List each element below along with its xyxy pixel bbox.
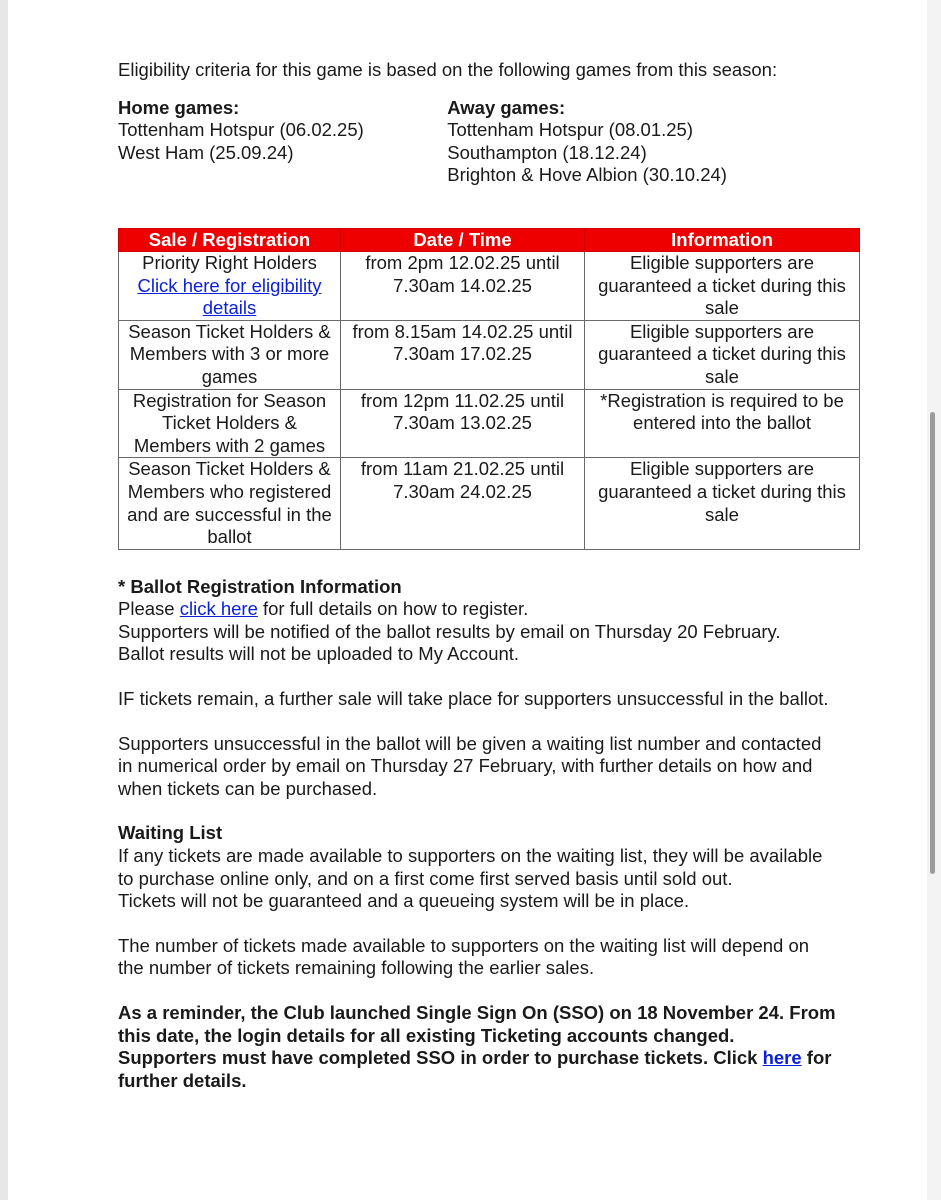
table-row (119, 251, 860, 320)
ballot-register-post: for full details on how to register. (257, 598, 529, 620)
table-row (119, 389, 860, 458)
ballot-heading: * Ballot Registration Information (118, 575, 402, 597)
info-cell: Eligible supporters are guaranteed a ticket during this sale (585, 458, 860, 549)
info-cell: *Registration is required to be entered into the ballot (585, 389, 860, 458)
sso-here-link[interactable]: here (762, 1047, 802, 1069)
sale-cell-text: Priority Right Holders (142, 251, 317, 273)
header-date-time: Date / Time (341, 228, 585, 251)
sso-reminder-post: for further details. (118, 1047, 832, 1091)
scrollbar-thumb[interactable] (930, 412, 935, 874)
away-games-heading: Away games: (447, 96, 566, 118)
sale-cell: Season Ticket Holders & Members with 3 or more games (119, 320, 341, 389)
sale-cell: Season Ticket Holders & Members who registered and are successful in the ballot (119, 458, 341, 549)
date-cell: from 2pm 12.02.25 until 7.30am 14.02.25 (341, 251, 585, 320)
ballot-register-pre: Please (118, 598, 180, 620)
header-sale-registration: Sale / Registration (119, 228, 341, 251)
sso-reminder (118, 1002, 838, 1092)
info-cell: Eligible supporters are guaranteed a ticket during this sale (585, 251, 860, 320)
waiting-list-queue-text: Tickets will not be guaranteed and a queueing system will be in place. (118, 890, 690, 912)
date-cell: from 11am 21.02.25 until 7.30am 24.02.25 (341, 458, 585, 549)
intro-text: Eligibility criteria for this game is based on the following games from this season: (118, 59, 778, 80)
home-game-item: Tottenham Hotspur (06.02.25) (118, 119, 364, 141)
eligibility-details-link[interactable]: Click here for eligibility details (137, 274, 322, 319)
sales-table (118, 228, 860, 550)
ballot-notify-text: Supporters will be notified of the ballot results by email on Thursday 20 February. (118, 620, 781, 642)
away-game-item: Tottenham Hotspur (08.01.25) (447, 119, 694, 141)
away-game-item: Southampton (18.12.24) (447, 141, 647, 163)
sale-cell: Registration for Season Ticket Holders & Members with 2 games (119, 389, 341, 458)
ballot-register-line (118, 598, 838, 621)
ballot-click-here-link[interactable]: click here (179, 598, 258, 620)
waiting-list-online-text: If any tickets are made available to supporters on the waiting list, they will be available to purchase online only, and on a first come first served basis until sold out. (118, 845, 823, 889)
header-information: Information (585, 228, 860, 251)
away-game-item: Brighton & Hove Albion (30.10.24) (447, 164, 727, 186)
waiting-list-heading: Waiting List (118, 822, 223, 844)
date-cell: from 12pm 11.02.25 until 7.30am 13.02.25 (341, 389, 585, 458)
scrollbar-track[interactable] (927, 0, 941, 1200)
sale-cell (119, 251, 341, 320)
further-sale-text: IF tickets remain, a further sale will take place for supporters unsuccessful in the ballot. (118, 688, 829, 710)
home-game-item: West Ham (25.09.24) (118, 141, 294, 163)
tickets-number-text: The number of tickets made available to supporters on the waiting list will depend on the number of tickets remaining following the earlier sales. (118, 934, 810, 979)
table-row (119, 458, 860, 549)
home-games (118, 97, 447, 187)
ballot-upload-text: Ballot results will not be uploaded to My Account. (118, 643, 520, 665)
home-games-heading: Home games: (118, 96, 240, 118)
info-cell: Eligible supporters are guaranteed a ticket during this sale (585, 320, 860, 389)
table-row (119, 320, 860, 389)
waiting-number-text: Supporters unsuccessful in the ballot will be given a waiting list number and contacted in numerical order by email on Thursday 27 February, with further details on how and when tickets can be purchased. (118, 732, 822, 799)
date-cell: from 8.15am 14.02.25 until 7.30am 17.02.25 (341, 320, 585, 389)
sso-reminder-text: As a reminder, the Club launched Single Sign On (SSO) on 18 November 24. From this date, the login details for all existing Ticketing accounts changed. Supporters must have completed SSO in order to purchase tickets. Click (118, 1002, 836, 1069)
games-list (118, 97, 838, 187)
away-games (447, 97, 838, 187)
document-body (118, 59, 846, 1092)
left-frame-edge (0, 0, 8, 1200)
table-header-row (119, 228, 860, 251)
